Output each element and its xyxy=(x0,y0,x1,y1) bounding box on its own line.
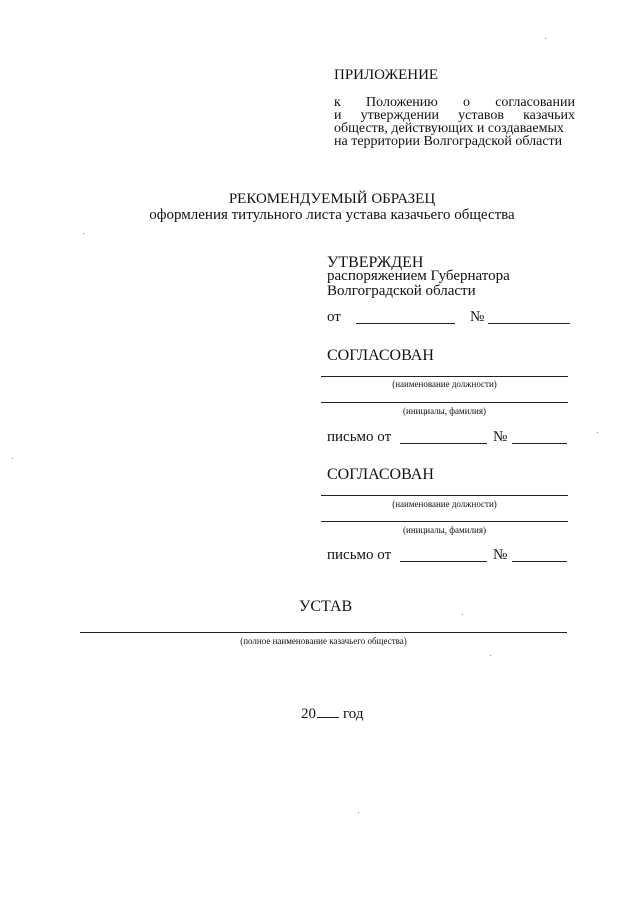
agreed-2-number-label: № xyxy=(493,547,508,563)
charter-name-line xyxy=(80,632,567,633)
appendix-word: Положению xyxy=(366,95,438,110)
agreed-2-date-line xyxy=(400,561,487,562)
agreed-1-date-line xyxy=(400,443,487,444)
agreed-1-number-line xyxy=(512,443,567,444)
agreed-2-position-caption: (наименование должности) xyxy=(392,499,497,509)
scan-speck xyxy=(12,458,13,459)
agreed-1-title: СОГЛАСОВАН xyxy=(327,347,434,364)
appendix-word: к xyxy=(334,95,341,110)
agreed-2-letter-label: письмо от xyxy=(327,547,392,563)
approved-from-label: от xyxy=(327,309,341,325)
agreed-1-position-line xyxy=(321,376,568,377)
appendix-word: утверждении xyxy=(360,108,439,123)
agreed-1-letter-label: письмо от xyxy=(327,429,392,445)
agreed-2-title: СОГЛАСОВАН xyxy=(327,466,434,483)
approved-date-line xyxy=(356,323,455,324)
appendix-line-3: обществ, действующих и создаваемых xyxy=(334,121,564,136)
agreed-1-number-label: № xyxy=(493,429,508,445)
appendix-word: согласовании xyxy=(495,95,575,110)
agreed-2-name-line xyxy=(321,521,568,522)
approved-line-1: распоряжением Губернатора xyxy=(327,268,510,284)
scan-speck xyxy=(545,38,546,39)
appendix-word: казачьих xyxy=(523,108,575,123)
appendix-word: уставов xyxy=(458,108,504,123)
scan-speck xyxy=(490,655,491,656)
charter-title: УСТАВ xyxy=(299,598,353,615)
heading-title: РЕКОМЕНДУЕМЫЙ ОБРАЗЕЦ xyxy=(228,191,436,207)
agreed-2-name-caption: (инициалы, фамилия) xyxy=(403,525,486,535)
appendix-word: о xyxy=(462,95,470,110)
agreed-1-name-line xyxy=(321,402,568,403)
agreed-1-position-caption: (наименование должности) xyxy=(392,379,497,389)
approved-number-line xyxy=(488,323,570,324)
approved-number-label: № xyxy=(470,309,485,325)
approved-title: УТВЕРЖДЕН xyxy=(327,254,424,271)
agreed-2-number-line xyxy=(512,561,567,562)
scan-speck xyxy=(462,614,463,615)
appendix-line-4: на территории Волгоградской области xyxy=(334,134,563,149)
agreed-1-name-caption: (инициалы, фамилия) xyxy=(403,406,486,416)
agreed-2-position-line xyxy=(321,495,568,496)
year-blank xyxy=(317,717,339,718)
appendix-word: и xyxy=(334,108,342,123)
year-suffix: год xyxy=(343,706,364,722)
year-prefix: 20 xyxy=(301,706,316,722)
appendix-title: ПРИЛОЖЕНИЕ xyxy=(334,67,439,83)
scan-speck xyxy=(597,432,598,433)
scan-speck xyxy=(83,233,84,234)
year-line xyxy=(301,706,363,722)
heading-subtitle: оформления титульного листа устава казачьего общества xyxy=(149,207,515,223)
scan-speck xyxy=(358,812,359,813)
approved-line-2: Волгоградской области xyxy=(327,283,476,299)
charter-caption: (полное наименование казачьего общества) xyxy=(240,636,407,646)
